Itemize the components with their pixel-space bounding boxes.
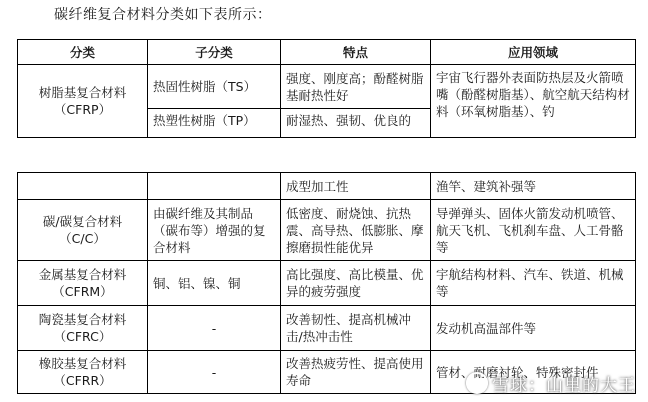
feature-cell: 改善热疲劳性、提高使用寿命 [281, 351, 431, 394]
application-cell: 管材、耐磨衬轮、特殊密封件 [431, 351, 636, 394]
subcategory-cell [148, 173, 281, 200]
application-cell: 导弹弹头、固体火箭发动机喷管、航天飞机、飞机刹车盘、人工骨骼等 [431, 200, 636, 261]
subcategory-cell: 热固性树脂（TS） [148, 65, 281, 109]
header-application: 应用领域 [431, 40, 636, 65]
subcategory-cell: 由碳纤维及其制品（碳布等）增强的复合材料 [148, 200, 281, 261]
category-cell: 橡胶基复合材料（CFRR） [18, 351, 148, 394]
table-row [18, 261, 636, 306]
subcategory-cell: 热塑性树脂（TP） [148, 109, 281, 138]
application-cell: 宇航结构材料、汽车、铁道、机械等 [431, 261, 636, 306]
header-category: 分类 [18, 40, 148, 65]
category-cell: 金属基复合材料（CFRM） [18, 261, 148, 306]
category-cell [18, 65, 148, 138]
feature-cell: 改善韧性、提高机械冲击/热冲击性 [281, 306, 431, 351]
category-cell [18, 173, 148, 200]
header-row [18, 40, 636, 65]
subcategory-cell: - [148, 351, 281, 394]
feature-cell: 耐湿热、强韧、优良的 [281, 109, 431, 138]
table-row [18, 306, 636, 351]
application-cell: 发动机高温部件等 [431, 306, 636, 351]
watermark [466, 371, 636, 396]
subcategory-cell: 铜、铝、镍、铜 [148, 261, 281, 306]
application-cell: 渔竿、建筑补强等 [431, 173, 636, 200]
watermark-text: 雪球：山里的大王 [492, 376, 636, 396]
classification-table-bottom [17, 172, 636, 394]
header-subcategory: 子分类 [148, 40, 281, 65]
feature-cell: 成型加工性 [281, 173, 431, 200]
category-cell: 陶瓷基复合材料（CFRC） [18, 306, 148, 351]
table-row [18, 200, 636, 261]
category-code: （CFRP） [53, 102, 112, 117]
table-row [18, 65, 636, 109]
feature-cell: 低密度、耐烧蚀、抗热震、高导热、低膨胀、摩擦磨损性能优异 [281, 200, 431, 261]
category-name: 树脂基复合材料 [38, 85, 127, 100]
application-cell: 宇宙飞行器外表面防热层及火箭喷嘴（酚醛树脂基）、航空航天结构材料（环氧树脂基）、钓 [431, 65, 636, 138]
classification-table-top [17, 39, 636, 138]
header-feature: 特点 [281, 40, 431, 65]
snowball-logo-icon [466, 372, 488, 394]
feature-cell: 强度、刚度高；酚醛树脂基耐热性好 [281, 65, 431, 109]
category-cell: 碳/碳复合材料（C/C） [18, 200, 148, 261]
table-row [18, 173, 636, 200]
intro-text: 碳纤维复合材料分类如下表所示： [54, 7, 272, 23]
feature-cell: 高比强度、高比模量、优异的疲劳强度 [281, 261, 431, 306]
subcategory-cell: - [148, 306, 281, 351]
